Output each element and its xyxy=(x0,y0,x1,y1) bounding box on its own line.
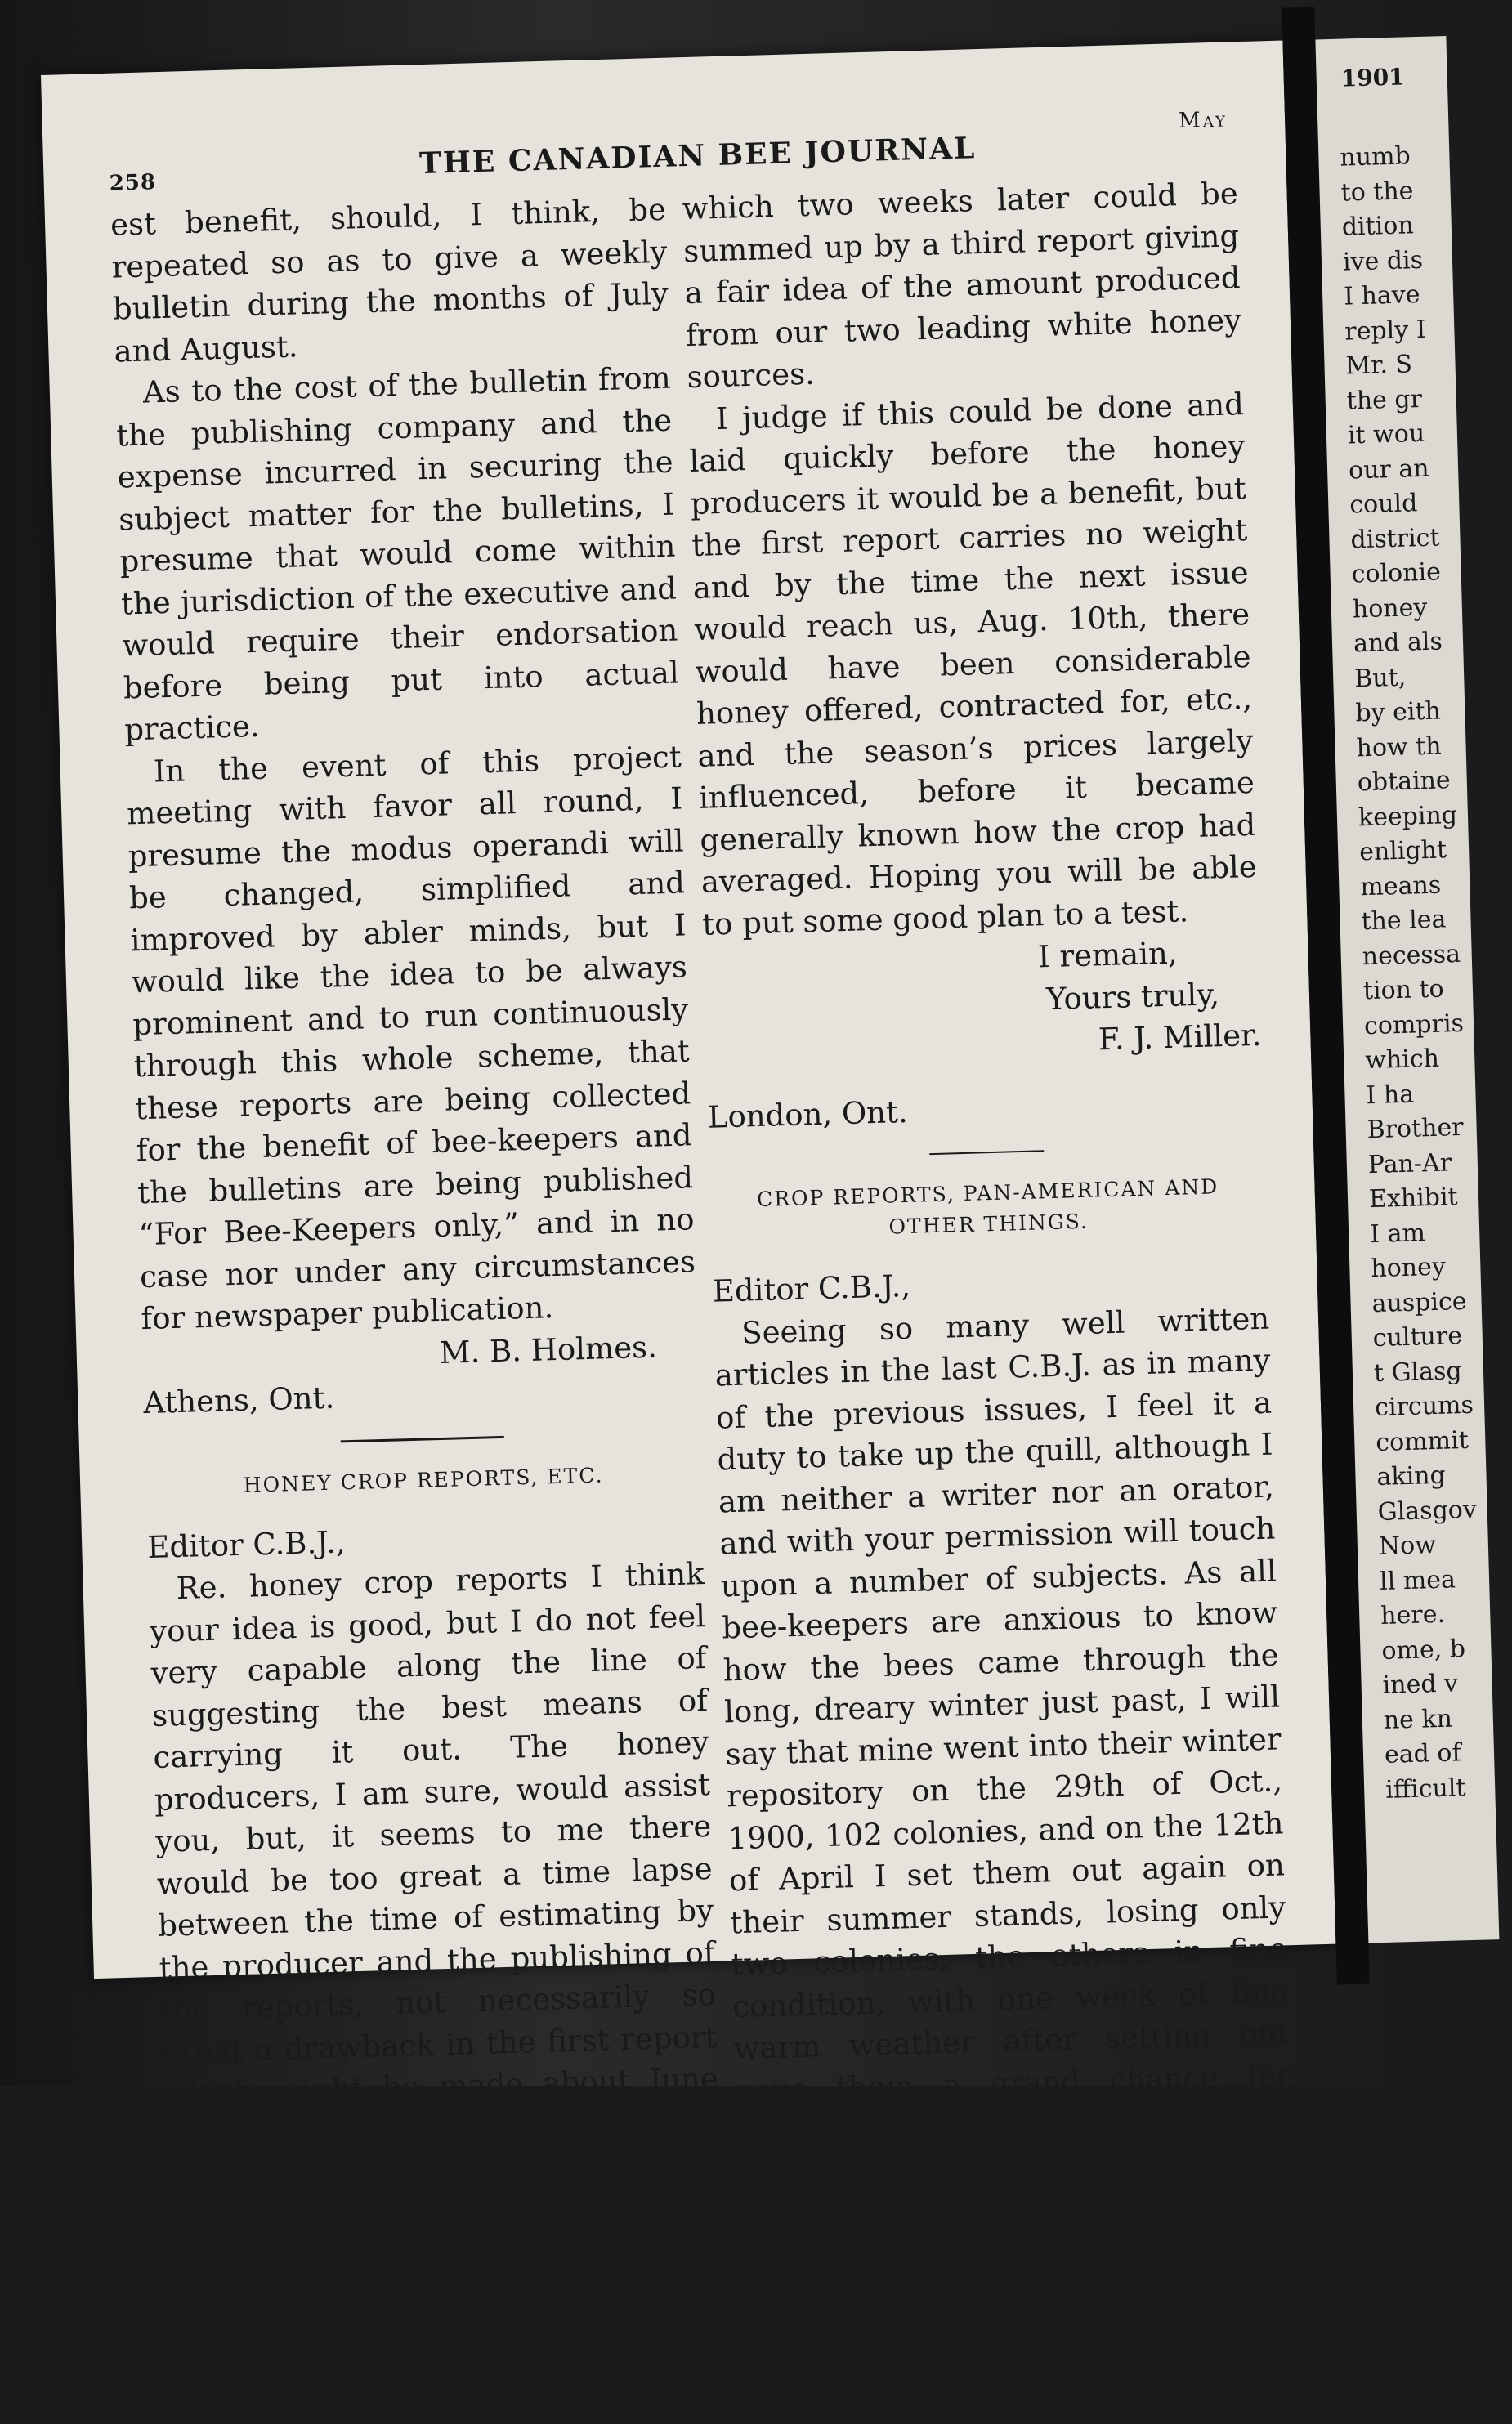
facing-page-line: Brother xyxy=(1367,1112,1465,1145)
facing-page-line: colonie xyxy=(1351,557,1442,589)
paragraph: Re. your suggestions in the March xyxy=(742,2310,1299,2404)
author-signature: F. J. Miller. xyxy=(1098,1017,1262,1058)
closing-line: I remain, xyxy=(1037,935,1179,975)
author-signature: M. B. Holmes. xyxy=(438,1329,658,1371)
paragraph: which two weeks later could be summed up by a third report giving a fair idea of the amount produced from our two leading white honey sources. xyxy=(682,176,1242,396)
article-heading: HONEY CROP REPORTS, ETC. xyxy=(243,1462,604,1497)
author-location: Athens, Ont. xyxy=(142,1380,335,1421)
facing-page-text xyxy=(1340,138,1492,1808)
facing-page-line: ined v xyxy=(1382,1669,1459,1700)
facing-page-line: Mr. S xyxy=(1345,350,1413,381)
facing-page-line: here. xyxy=(1380,1599,1446,1630)
facing-page-line: district xyxy=(1350,522,1440,554)
paragraph: I judge if this could be done and laid quickly before the honey producers it would be a benefit, but the first report carries no weight and by the time the next issue would reach us, Aug. 10th, there would have been considerable honey offered, contracted for, etc., and the season’s prices largely influenced, before it became generally known how the crop had averaged. Hoping you will be able to put some good plan to a test. xyxy=(688,386,1258,942)
facing-page-line: tion to xyxy=(1362,974,1445,1006)
facing-page-line: Pan-Ar xyxy=(1367,1147,1452,1179)
section-divider xyxy=(929,1150,1044,1155)
facing-page-line: ne kn xyxy=(1383,1704,1453,1735)
facing-page-line: Now xyxy=(1378,1531,1437,1561)
closing-line: Yours truly, xyxy=(1045,976,1220,1017)
paragraph: As to the cost of the bulletin from the publishing company and the expense incurred in securing the subject matter for the bulletins, I presume that would come within the jurisdiction of the executive and would require their endorsation before being put into actual practice. xyxy=(115,360,680,748)
facing-page-line: ive dis xyxy=(1342,245,1424,277)
running-head-month: May xyxy=(1178,107,1228,134)
facing-page-line: But, xyxy=(1353,663,1407,693)
paragraph: Re. honey crop reports I think your idea is good, but I do not feel very capable along the line of suggesting the best means of carrying it out. The honey producers, I am sure, would assist you, but, it seems to me there would be too great a time lapse between the time of estimating by the producer and the publishing of the reports, not necessarily so great a drawback in the first report which might be made about June 25th, but, this report would simply be a supposition and would require to be followed by a second in about two weeks, which would give a fair estimate of the clover honey produced. Then could be included the basswood prospects, xyxy=(149,1556,726,2407)
facing-page-line: I am xyxy=(1369,1218,1426,1249)
facing-page-line: and als xyxy=(1353,627,1443,659)
salutation: Editor C.B.J., xyxy=(146,1523,347,1565)
paragraph: In the event of this project meeting with favor all round, I presume the modus operandi will be changed, simplified and improved by abler minds, but I would like the idea to be always prominent and to run continuously through this whole scheme, that these reports are being collected for the benefit of bee-keepers and the bulletins are being published “For Bee-Keepers only,” and in no case nor under any circumstances for newspaper publication. xyxy=(126,738,696,1337)
facing-page-line: I ha xyxy=(1365,1080,1415,1110)
facing-page-line: dition xyxy=(1341,211,1415,242)
facing-page-line: which xyxy=(1364,1044,1440,1076)
facing-page-line: compris xyxy=(1363,1009,1465,1040)
section-divider xyxy=(341,1435,504,1442)
facing-page-line: by eith xyxy=(1354,696,1442,728)
facing-page-line: Glasgov xyxy=(1377,1495,1478,1527)
facing-page-line: could xyxy=(1349,489,1418,520)
facing-page-line: our an xyxy=(1348,454,1430,485)
facing-page-line: circums xyxy=(1374,1390,1474,1423)
facing-page-line: honey xyxy=(1352,593,1428,624)
facing-page-line: how th xyxy=(1356,731,1443,763)
facing-page-line: auspice xyxy=(1371,1286,1468,1318)
book-page xyxy=(41,41,1478,2407)
facing-page-line: to the xyxy=(1340,176,1414,208)
facing-page-line: Exhibit xyxy=(1368,1183,1459,1214)
facing-page-line: aking xyxy=(1376,1460,1447,1492)
facing-page-line: enlight xyxy=(1358,835,1447,867)
facing-page-line: honey xyxy=(1370,1252,1447,1284)
salutation: Editor C.B.J., xyxy=(712,1268,911,1309)
facing-page-line: obtaine xyxy=(1357,766,1452,798)
facing-page-line: reply I xyxy=(1344,315,1427,347)
left-column xyxy=(110,189,727,2410)
right-column xyxy=(682,172,1300,2406)
facing-page-line: the lea xyxy=(1361,905,1447,937)
paragraph: There has been very little frost in the ground in this section of the country and prospects are good for a clover crop. xyxy=(737,2141,1296,2319)
facing-page-line: I have xyxy=(1343,280,1420,311)
facing-page-line: the gr xyxy=(1346,384,1423,416)
facing-page-line: numb xyxy=(1339,141,1411,172)
facing-page-line: ome, b xyxy=(1380,1634,1466,1666)
facing-page-line: ead of xyxy=(1384,1738,1462,1769)
facing-page-line: culture xyxy=(1372,1322,1463,1353)
paragraph: Seeing so many well written articles in the last C.B.J. as in many of the previous issues, I feel it a duty to take up the quill, although I am neither a writer nor an orator, and with your permission will touch upon a number of subjects. As all bee-keepers are anxious to know how the bees came through the long, dreary winter just past, I will say that mine went into their winter repository on the 29th of Oct., 1900, 102 colonies, and on the 12th of April I set them out again on their summer stands, losing only two colonies; the others in fine condition, with one week of fine warm weather after setting out gave them a grand chance for house cleaning. xyxy=(714,1300,1291,2151)
facing-page-line: t Glasg xyxy=(1373,1356,1463,1388)
facing-page-line: it wou xyxy=(1347,418,1425,450)
facing-page-line: ifficult xyxy=(1385,1773,1466,1805)
running-head xyxy=(42,74,1286,196)
facing-page-line: keeping xyxy=(1358,800,1458,832)
journal-title: THE CANADIAN BEE JOURNAL xyxy=(418,131,977,181)
paragraph: est benefit, should, I think, be repeated so as to give a weekly bulletin during the months of July and August. xyxy=(110,191,669,369)
facing-page-line: commit xyxy=(1375,1425,1470,1457)
page-number: 258 xyxy=(109,170,157,196)
article-heading: CROP REPORTS, PAN-AMERICAN AND OTHER THINGS. xyxy=(756,1174,1219,1239)
facing-page-line: necessa xyxy=(1362,939,1461,971)
facing-page-line: ll mea xyxy=(1379,1564,1456,1596)
facing-page-year: 1901 xyxy=(1340,63,1406,92)
author-location: London, Ont. xyxy=(707,1093,909,1135)
facing-page-line: means xyxy=(1359,870,1442,901)
